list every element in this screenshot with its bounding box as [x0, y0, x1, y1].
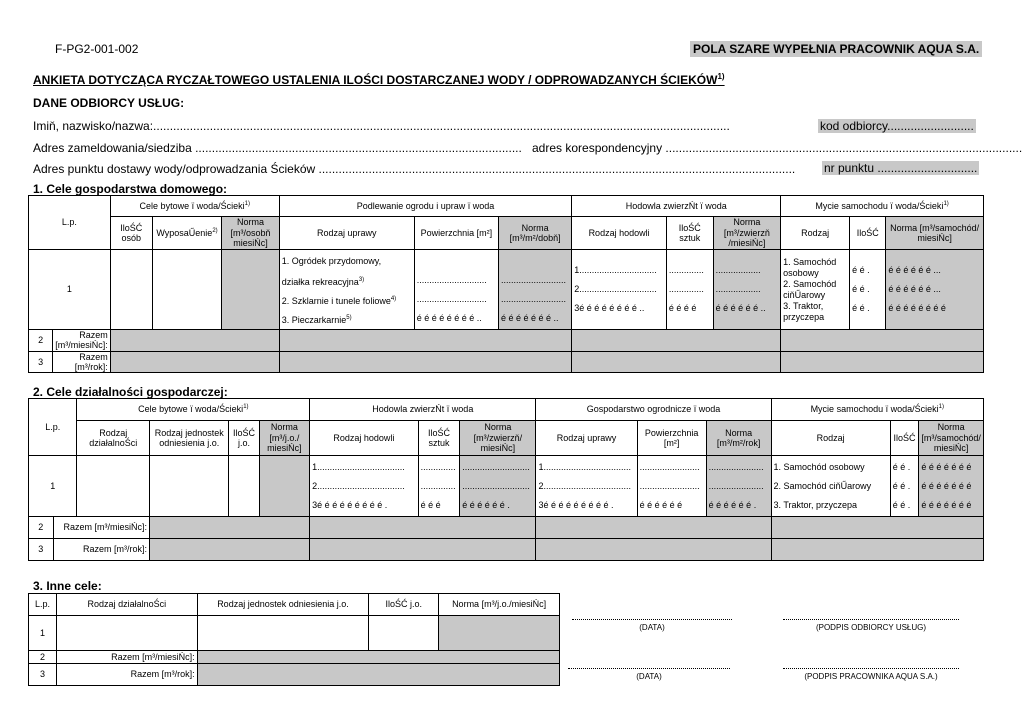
table-row [29, 517, 984, 539]
col-ilosc: IloŚĆ [850, 217, 886, 250]
row-number: 1 [29, 616, 57, 651]
table-row [29, 330, 984, 352]
col-ilosc-jo: IloŚĆ j.o. [369, 594, 439, 616]
row-label: Razem [m³/miesiŃc]: [53, 517, 150, 539]
col-norma-sam: Norma [m³/samochód/ miesiŃc] [886, 217, 984, 250]
list-item: 1. Ogródek przydomowy, [281, 255, 382, 266]
group-ogrod: Gospodarstwo ogrodnicze ï woda [536, 399, 771, 421]
col-jednostek: Rodzaj jednostek odniesienia j.o. [197, 594, 369, 616]
input-cell[interactable] [56, 616, 197, 651]
col-norma-osob: Norma [m³/osobň miesiŃc] [222, 217, 280, 250]
grey-cell [771, 539, 983, 561]
list-item: 3. Pieczarkarnie$^{5)}$ [281, 314, 352, 325]
table-row [29, 616, 560, 651]
table-row [29, 456, 984, 517]
grey-cell [222, 250, 280, 330]
col-rodzaj-hodowli: Rodzaj hodowli [572, 217, 667, 250]
input-cell[interactable] [150, 456, 229, 517]
row-number: 2 [29, 651, 57, 664]
group-bytowe: Cele bytowe ï woda/Ścieki$^{1)}$ [110, 196, 279, 217]
form-code: F-PG2-001-002 [55, 42, 139, 56]
sztuk-inputs[interactable]: .............. .............. é é é é [666, 250, 713, 330]
input-cell[interactable] [229, 456, 259, 517]
col-powierzchnia: Powierzchnia [m²] [414, 217, 498, 250]
grey-cell [536, 517, 771, 539]
lp-header: L.p. [29, 399, 77, 456]
hodowla-inputs[interactable]: 1................................... 2................................... 3é é é é é é é é é . [310, 456, 418, 517]
col-rodzaj-dzialalnosci: Rodzaj działalnoŚci [56, 594, 197, 616]
col-powierzchnia: Powierzchnia [m²] [637, 421, 706, 456]
ilosc-pojazdow-inputs[interactable]: é é . é é . é é . [890, 456, 919, 517]
col-rodzaj: Rodzaj [781, 217, 850, 250]
pojazdy-list: 1. Samochód osobowy 2. Samochód ciňŰarowy 3. Traktor, przyczepa [781, 250, 850, 330]
section-customer-data: DANE ODBIORCY USŁUG: [33, 96, 185, 110]
client-signature-field[interactable]: (PODPIS ODBIORCY USŁUG) [783, 619, 959, 632]
col-ilosc-sztuk: IloŚĆ sztuk [666, 217, 713, 250]
table-row [29, 651, 560, 664]
norma-sam-values: é é é é é é é é é é é é é é é é é é é é é [919, 456, 984, 517]
hodowla-inputs[interactable]: 1............................... 2............................... 3é é é é é é é é .. [572, 250, 667, 330]
col-rodzaj-uprawy: Rodzaj uprawy [279, 217, 414, 250]
col-norma-rok: Norma [m³/m²/rok] [706, 421, 771, 456]
grey-cell [572, 330, 781, 352]
norma-sam-values: é é é é é é ... é é é é é é ... é é é é é é é é [886, 250, 984, 330]
row-label: Razem [m³/miesiŃc]: [53, 330, 111, 352]
business-table [28, 398, 984, 561]
other-table [28, 593, 560, 686]
group-hodowla: Hodowla zwierzŃt ï woda [310, 399, 536, 421]
col-norma-sam: Norma [m³/samochód/ miesiŃc] [919, 421, 984, 456]
group-hodowla: Hodowla zwierzŃt ï woda [572, 196, 781, 217]
norma-zwierz-values: .................. .................. é é é é é é .. [713, 250, 781, 330]
table-row [29, 539, 984, 561]
table-row [29, 664, 560, 686]
col-wyposazenie: WyposaŰenie$^{2)}$ [152, 217, 221, 250]
group-bytowe: Cele bytowe ï woda/Ścieki$^{1)}$ [77, 399, 310, 421]
col-rodzaj-hodowli: Rodzaj hodowli [310, 421, 418, 456]
supply-address-field[interactable]: Adres punktu dostawy wody/odprowadzania Ścieków ............................................................................................................................................... [33, 162, 796, 176]
col-rodzaj-dzialalnosci: Rodzaj działalnoŚci [77, 421, 150, 456]
grey-cell [310, 539, 536, 561]
norma-rok-values: ...................... ...................... é é é é é é . [706, 456, 771, 517]
date-field-1[interactable]: (DATA) [572, 619, 732, 632]
group-ogrod: Podlewanie ogrodu i upraw ï woda [279, 196, 572, 217]
table-row [29, 351, 984, 373]
address-seat-field[interactable]: Adres zameldowania/siedziba .................................................................................................. [33, 141, 522, 155]
section-household: 1. Cele gospodarstwa domowego: [33, 182, 228, 196]
grey-cell [279, 330, 572, 352]
grey-cell [781, 351, 984, 373]
client-code-field[interactable]: kod odbiorcy.......................... [820, 119, 974, 133]
list-item: 2. Szklarnie i tunele foliowe$^{4)}$ [281, 295, 397, 306]
col-norma-jo: Norma [m³/j.o./ miesiŃc] [259, 421, 309, 456]
date-field-2[interactable]: (DATA) [568, 668, 730, 681]
powierzchnia-inputs[interactable]: ............................ ............................ é é é é é é é é .. [414, 250, 498, 330]
grey-cell [439, 616, 560, 651]
norma-zwierz-values: ........................... ........................... é é é é é é . [460, 456, 536, 517]
col-jednostek: Rodzaj jednostek odniesienia j.o. [150, 421, 229, 456]
row-label: Razem [m³/rok]: [56, 664, 197, 686]
lp-header: L.p. [29, 594, 57, 616]
grey-cell [197, 651, 559, 664]
grey-cell [279, 351, 572, 373]
col-norma-dobe: Norma [m³/m²/dobň] [498, 217, 571, 250]
uprawy-inputs[interactable]: 1................................... 2................................... 3é é é é é é é é é . [536, 456, 637, 517]
grey-cell [197, 664, 559, 686]
input-cell[interactable] [152, 250, 221, 330]
list-item: działka rekreacyjna$^{3)}$ [281, 276, 365, 287]
col-norma-zwierz: Norma [m³/zwierzň /miesiŃc] [713, 217, 781, 250]
worker-signature-field[interactable]: (PODPIS PRACOWNIKA AQUA S.A.) [783, 668, 959, 681]
input-cell[interactable] [77, 456, 150, 517]
grey-cell [572, 351, 781, 373]
grey-cell [536, 539, 771, 561]
col-norma-zwierz: Norma [m³/zwierzň/ miesiŃc] [460, 421, 536, 456]
col-ilosc-osob: IloŚĆ osób [110, 217, 152, 250]
row-label: Razem [m³/rok]: [53, 539, 150, 561]
point-no-field[interactable]: nr punktu .............................. [824, 161, 978, 175]
row-number: 3 [29, 351, 53, 373]
col-ilosc: IloŚĆ [890, 421, 919, 456]
row-number: 1 [29, 456, 77, 517]
row-number: 2 [29, 330, 53, 352]
input-cell[interactable] [369, 616, 439, 651]
group-mycie: Mycie samochodu ï woda/Ścieki$^{1)}$ [781, 196, 984, 217]
grey-cell [771, 517, 983, 539]
grey-fields-note: POLA SZARE WYPEŁNIA PRACOWNIK AQUA S.A. [690, 41, 982, 57]
col-rodzaj: Rodzaj [771, 421, 890, 456]
row-number: 1 [29, 250, 111, 330]
table-row [29, 250, 984, 330]
row-number: 3 [29, 539, 54, 561]
grey-cell [259, 456, 309, 517]
row-number: 3 [29, 664, 57, 686]
col-ilosc-jo: IloŚĆ j.o. [229, 421, 259, 456]
input-cell[interactable] [197, 616, 369, 651]
name-field[interactable]: Imiň, nazwisko/nazwa:............................................................................................................................................................................. [33, 119, 730, 133]
grey-cell [781, 330, 984, 352]
pojazdy-list: 1. Samochód osobowy 2. Samochód ciňŰarowy 3. Traktor, przyczepa [771, 456, 890, 517]
grey-cell [110, 330, 279, 352]
ilosc-pojazdow-inputs[interactable]: é é . é é . é é . [850, 250, 886, 330]
input-cell[interactable] [110, 250, 152, 330]
uprawy-list [279, 250, 414, 330]
row-label: Razem [m³/miesiŃc]: [56, 651, 197, 664]
address-corr-field[interactable]: adres korespondencyjny ........................................................................................................... [532, 141, 1023, 155]
household-table [28, 195, 984, 373]
section-other: 3. Inne cele: [33, 579, 102, 593]
grey-cell [150, 539, 310, 561]
grey-cell [150, 517, 310, 539]
page-title: ANKIETA DOTYCZĄCA RYCZAŁTOWEGO USTALENIA ILOŚCI DOSTARCZANEJ WODY / ODPROWADZANYCH ŚCIEKÓW$^{1)}$ [33, 72, 725, 87]
lp-header: L.p. [29, 196, 111, 250]
row-number: 2 [29, 517, 54, 539]
grey-cell [310, 517, 536, 539]
powierzchnia-inputs[interactable]: ........................ ........................ é é é é é é [637, 456, 706, 517]
col-norma-jo: Norma [m³/j.o./miesiŃc] [439, 594, 560, 616]
row-label: Razem [m³/rok]: [53, 351, 111, 373]
norma-dobe-values: .......................... .......................... é é é é é é é .. [498, 250, 571, 330]
section-business: 2. Cele działalności gospodarczej: [33, 385, 228, 399]
group-mycie: Mycie samochodu ï woda/Ścieki$^{1)}$ [771, 399, 983, 421]
sztuk-inputs[interactable]: .............. .............. é é é [418, 456, 460, 517]
col-ilosc-sztuk: IloŚĆ sztuk [418, 421, 460, 456]
grey-cell [110, 351, 279, 373]
col-rodzaj-uprawy: Rodzaj uprawy [536, 421, 637, 456]
